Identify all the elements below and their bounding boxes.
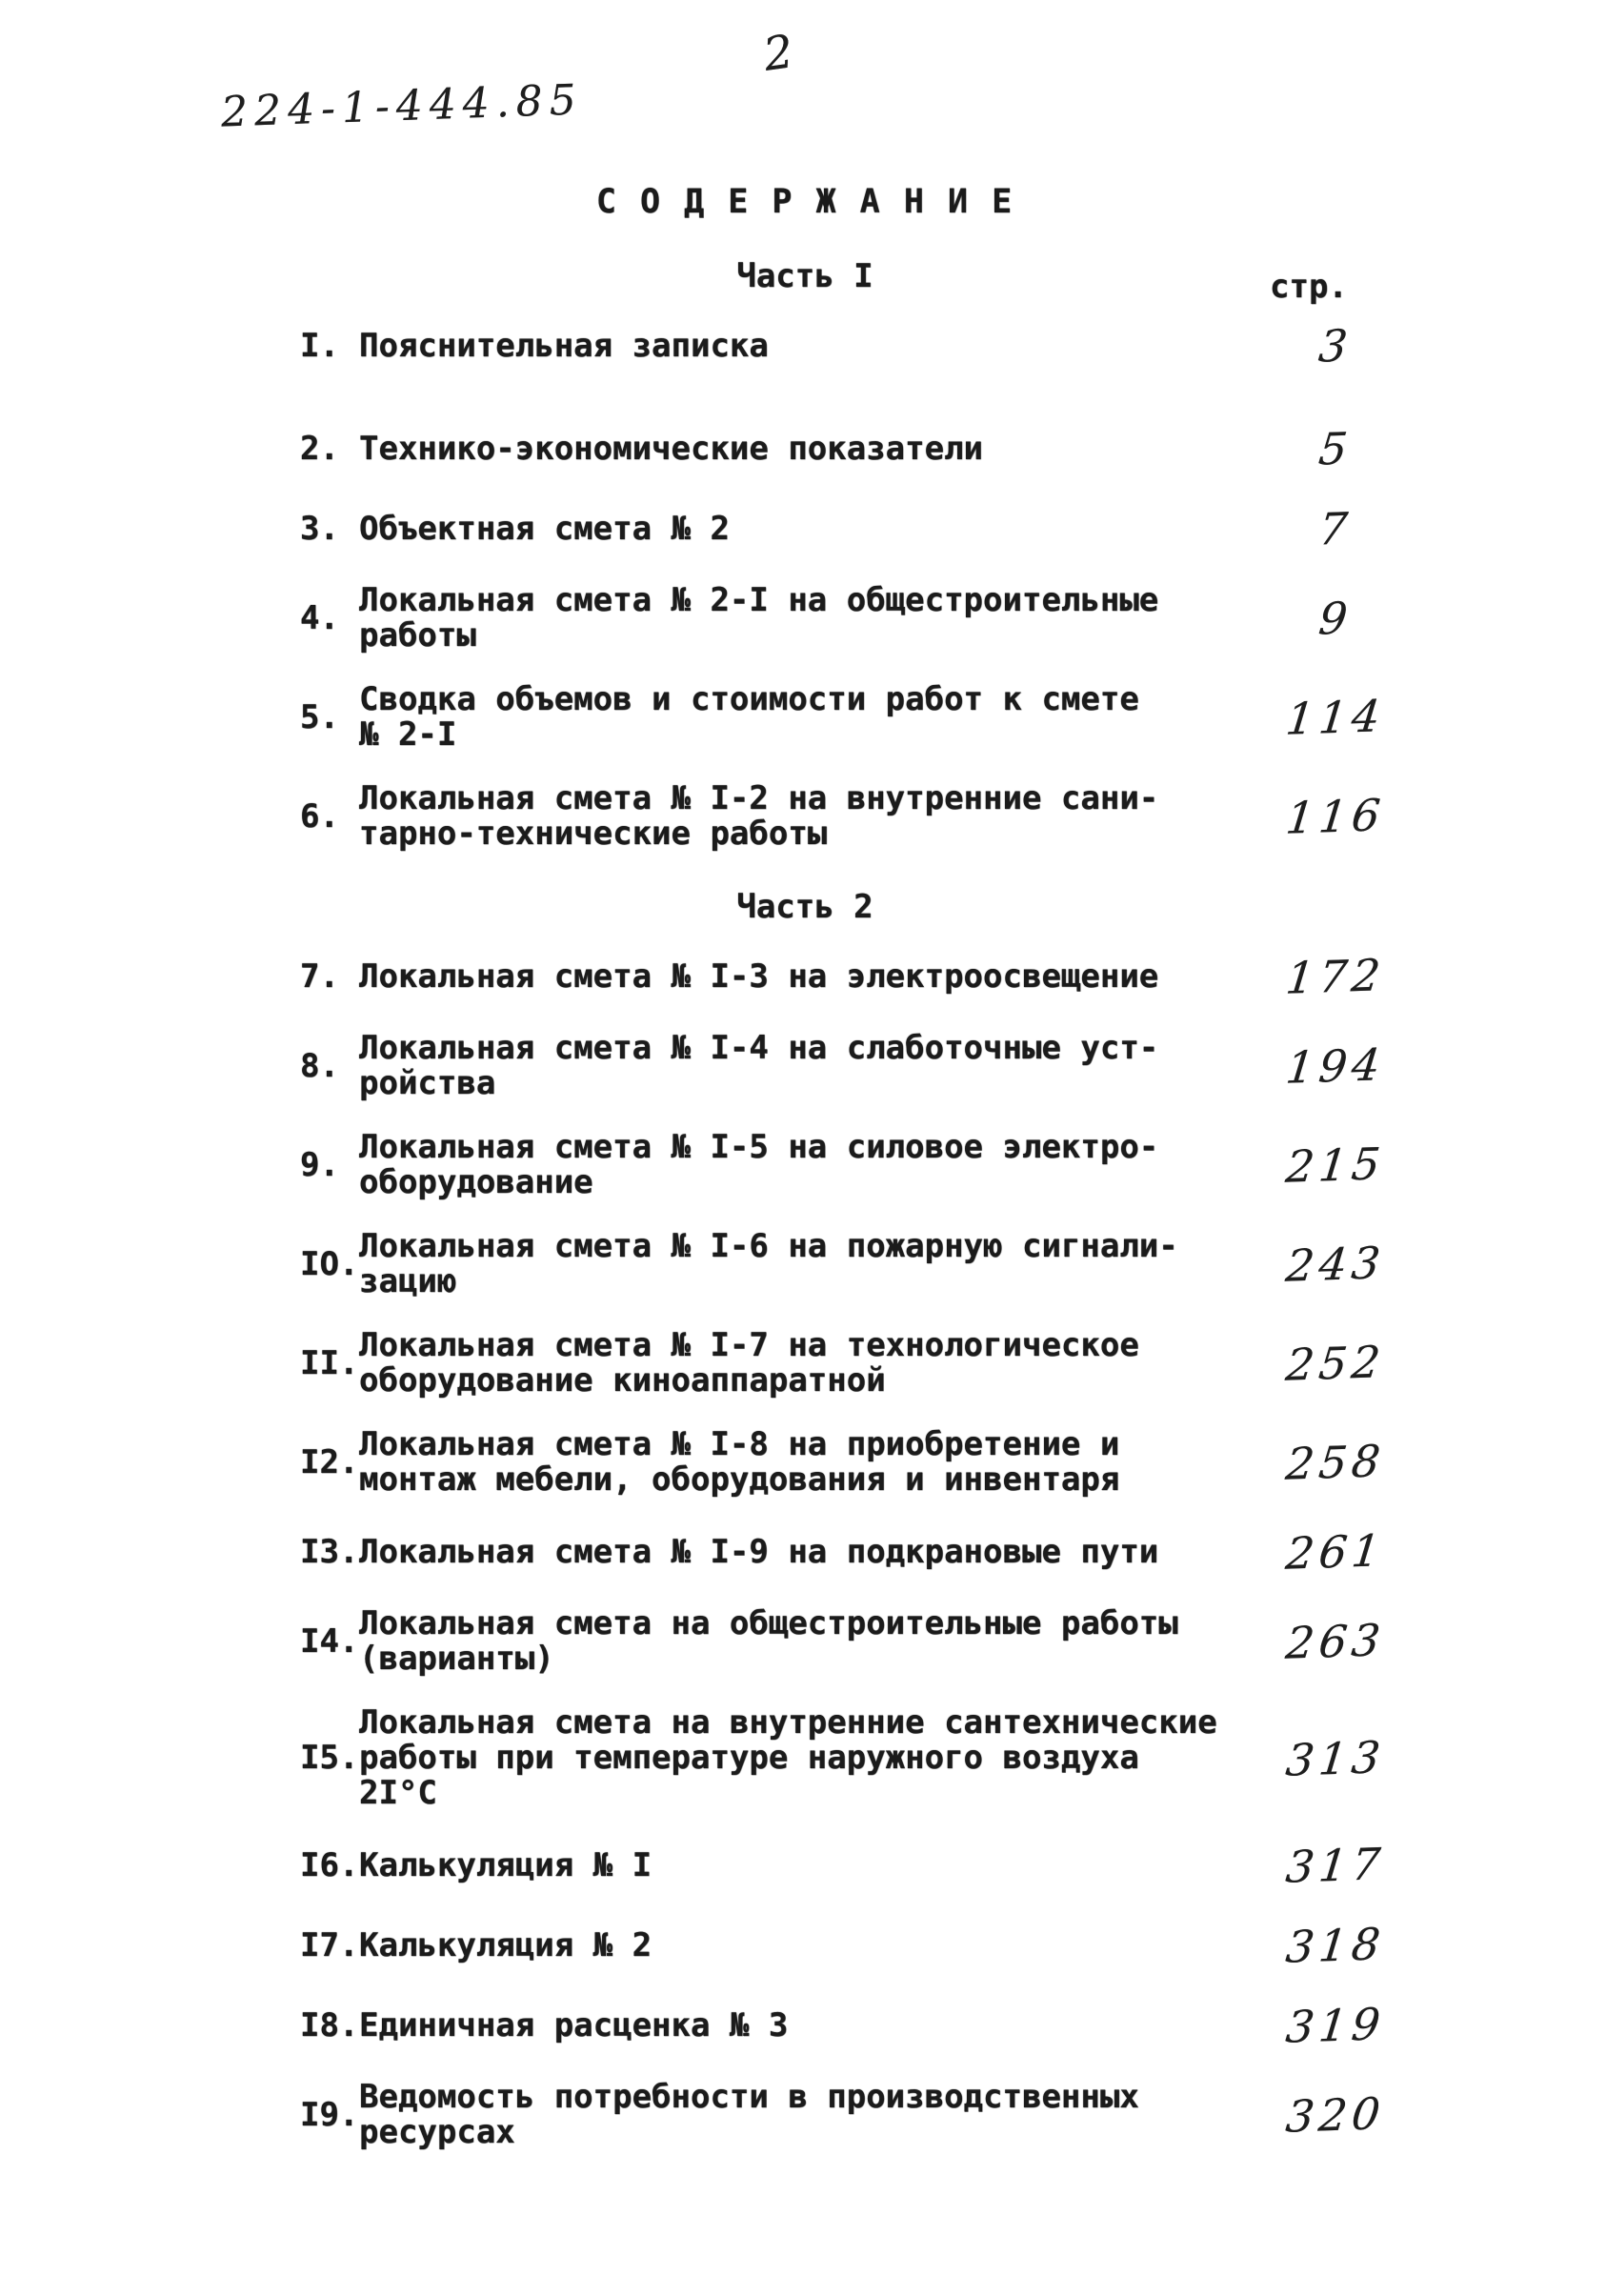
toc-item-title-line: Локальная смета на внутренние сантехнические xyxy=(359,1703,1217,1742)
toc-item-title xyxy=(359,2005,1235,2044)
toc-row xyxy=(300,1328,1491,1399)
toc-item-page-number: 263 xyxy=(1283,1614,1388,1669)
toc-item-title xyxy=(359,1229,1235,1299)
toc-row xyxy=(300,1130,1491,1200)
toc-row xyxy=(300,320,1491,372)
toc-row xyxy=(300,682,1491,753)
toc-item-page-number: 261 xyxy=(1283,1524,1388,1580)
toc-row xyxy=(300,583,1491,654)
toc-item-title-line: Локальная смета № I-6 на пожарную сигнали- xyxy=(359,1227,1178,1265)
toc-item-title-line: Локальная смета № I-4 на слаботочные уст- xyxy=(359,1029,1159,1067)
content-area xyxy=(300,0,1491,2179)
toc-item-title-line: монтаж мебели, оборудования и инвентаря xyxy=(359,1460,1120,1499)
page-title: С О Д Е Р Ж А Н И Е xyxy=(595,183,1014,221)
toc-item-page-number: 317 xyxy=(1283,1838,1388,1893)
toc-item-title xyxy=(359,326,1235,365)
toc-item-title-line: Локальная смета № I-9 на подкрановые пути xyxy=(359,1532,1159,1571)
toc-item-title-line: зацию xyxy=(359,1262,457,1300)
toc-item-number: I3. xyxy=(300,1532,359,1571)
toc-item-page-number: 3 xyxy=(1315,319,1355,373)
toc-item-page-number: 9 xyxy=(1315,592,1355,645)
toc-item-title-line: Единичная расценка № 3 xyxy=(359,2005,789,2044)
toc-item-number: 5. xyxy=(300,697,339,736)
toc-item-title xyxy=(359,1606,1235,1677)
toc-item-title-line: ройства xyxy=(359,1064,496,1102)
toc-item-title xyxy=(359,1532,1235,1571)
toc-item-title xyxy=(359,2080,1235,2150)
toc-item-number: I8. xyxy=(300,2005,359,2044)
toc-item-number: 9. xyxy=(300,1145,339,1184)
toc-item-title xyxy=(359,682,1235,753)
toc-item-title-line: оборудование xyxy=(359,1163,593,1201)
toc-item-title-line: Локальная смета № I-8 на приобретение и xyxy=(359,1425,1120,1463)
toc-rows xyxy=(300,320,1491,852)
toc-item-title xyxy=(359,429,1235,468)
toc-item-title-line: № 2-I xyxy=(359,715,457,754)
table-of-contents xyxy=(300,259,1491,2150)
toc-item-title xyxy=(359,1845,1235,1884)
toc-item-number: I9. xyxy=(300,2095,359,2134)
toc-row xyxy=(300,1031,1491,1101)
toc-item-page-number: 243 xyxy=(1283,1237,1388,1292)
toc-item-title xyxy=(359,583,1235,654)
toc-item-title-line: Объектная смета № 2 xyxy=(359,509,730,548)
toc-item-page-number: 318 xyxy=(1283,1918,1388,1973)
toc-row xyxy=(300,781,1491,852)
toc-item-title-line: Локальная смета на общестроительные работы xyxy=(359,1604,1178,1642)
toc-row xyxy=(300,1526,1491,1578)
toc-item-title-line: Локальная смета № I-2 на внутренние сани- xyxy=(359,779,1159,817)
toc-item-page-number: 313 xyxy=(1283,1730,1388,1786)
toc-rows xyxy=(300,951,1491,2150)
page-column-header: стр. xyxy=(1270,268,1348,306)
toc-item-number: 8. xyxy=(300,1046,339,1085)
toc-item-page-number: 114 xyxy=(1283,690,1388,745)
toc-item-number: 6. xyxy=(300,796,339,836)
toc-row xyxy=(300,1427,1491,1498)
toc-item-title-line: Пояснительная записка xyxy=(359,326,769,365)
toc-item-page-number: 320 xyxy=(1283,2087,1388,2143)
toc-item-title xyxy=(359,1130,1235,1200)
toc-item-page-number: 319 xyxy=(1283,1998,1388,2053)
toc-item-title-line: (варианты) xyxy=(359,1640,554,1678)
toc-row xyxy=(300,1920,1491,1971)
toc-item-title-line: Локальная смета № 2-I на общестроительные xyxy=(359,581,1159,619)
toc-item-number: I2. xyxy=(300,1442,359,1481)
toc-row xyxy=(300,1606,1491,1677)
toc-item-title-line: Локальная смета № I-7 на технологическое xyxy=(359,1326,1139,1364)
toc-row xyxy=(300,1229,1491,1299)
toc-item-number: 3. xyxy=(300,509,339,548)
toc-row xyxy=(300,423,1491,474)
toc-item-title-line: 2I°С xyxy=(359,1774,437,1812)
toc-item-title xyxy=(359,1427,1235,1498)
toc-item-number: I4. xyxy=(300,1621,359,1661)
toc-row xyxy=(300,951,1491,1002)
toc-row xyxy=(300,1705,1491,1811)
toc-item-title xyxy=(359,1031,1235,1101)
toc-item-title xyxy=(359,781,1235,852)
toc-item-title xyxy=(359,1925,1235,1964)
toc-item-number: II. xyxy=(300,1343,359,1382)
toc-row xyxy=(300,2080,1491,2150)
toc-item-title xyxy=(359,509,1235,548)
toc-item-title-line: ресурсах xyxy=(359,2113,515,2151)
toc-item-number: 4. xyxy=(300,598,339,637)
section-heading: Часть I xyxy=(736,257,873,295)
toc-row xyxy=(300,2000,1491,2051)
toc-item-number: IO. xyxy=(300,1244,359,1283)
toc-item-title-line: работы xyxy=(359,616,476,655)
section-heading: Часть 2 xyxy=(736,888,873,926)
toc-row xyxy=(300,1840,1491,1891)
toc-item-title xyxy=(359,959,1235,995)
toc-item-title-line: Калькуляция № 2 xyxy=(359,1925,652,1964)
toc-item-number: 2. xyxy=(300,429,339,468)
toc-item-title-line: Сводка объемов и стоимости работ к смете xyxy=(359,680,1139,718)
handwritten-document-code: 224-1-444.85 xyxy=(220,75,584,137)
toc-item-number: I. xyxy=(300,326,339,365)
toc-item-page-number: 5 xyxy=(1315,422,1355,475)
toc-item-page-number: 252 xyxy=(1283,1336,1388,1391)
toc-item-title-line: работы при температуре наружного воздуха xyxy=(359,1739,1139,1777)
toc-item-number: I5. xyxy=(300,1739,359,1777)
toc-item-number: I7. xyxy=(300,1925,359,1964)
toc-item-page-number: 194 xyxy=(1283,1038,1388,1094)
toc-item-title-line: оборудование киноаппаратной xyxy=(359,1361,886,1400)
toc-item-title-line: Локальная смета № I-3 на электроосвещение xyxy=(359,957,1159,996)
toc-item-page-number: 172 xyxy=(1283,949,1388,1004)
toc-section xyxy=(300,259,1491,852)
toc-item-title xyxy=(359,1705,1235,1811)
toc-row xyxy=(300,503,1491,554)
toc-item-page-number: 258 xyxy=(1283,1435,1388,1490)
toc-item-number: I6. xyxy=(300,1845,359,1884)
toc-item-title-line: Калькуляция № I xyxy=(359,1845,652,1884)
toc-item-page-number: 7 xyxy=(1315,502,1355,555)
toc-item-page-number: 215 xyxy=(1283,1138,1388,1193)
toc-item-title-line: Технико-экономические показатели xyxy=(359,429,984,468)
handwritten-sheet-number: 2 xyxy=(760,25,797,82)
toc-item-page-number: 116 xyxy=(1283,789,1388,844)
toc-item-title xyxy=(359,1328,1235,1399)
toc-item-title-line: Ведомость потребности в производственных xyxy=(359,2078,1139,2116)
toc-item-number: 7. xyxy=(300,957,339,996)
toc-item-title-line: тарно-технические работы xyxy=(359,815,828,853)
toc-section xyxy=(300,890,1491,2150)
toc-item-title-line: Локальная смета № I-5 на силовое электро- xyxy=(359,1128,1159,1166)
